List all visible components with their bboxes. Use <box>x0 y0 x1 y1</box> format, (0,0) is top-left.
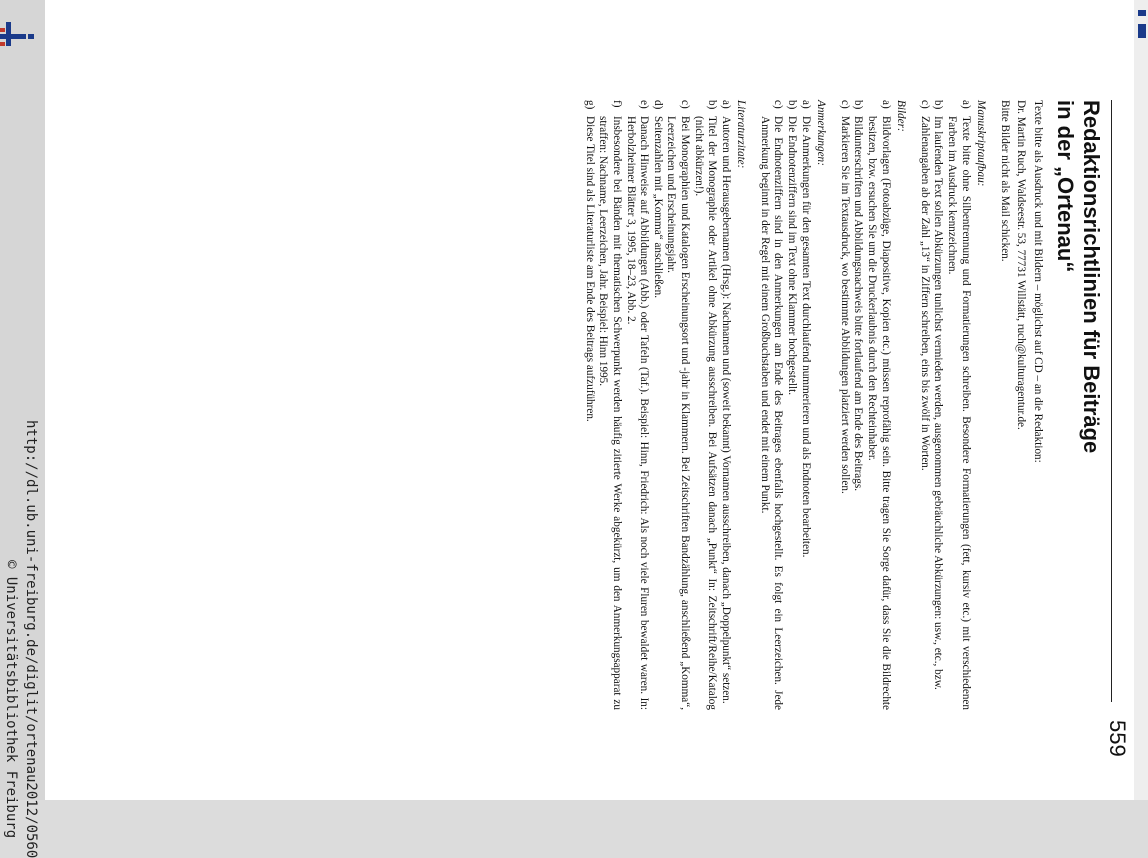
list-marker: c) <box>918 100 931 109</box>
list-marker: a) <box>719 100 732 109</box>
list-item-text: Danach Hinweise auf Abbildungen (Abb.) oder Tafeln (Taf.). Beispiel: Hinn, Friedrich: Als noch viele Fluren bewaldet waren. In: Herbolzheimer Blätter 3, 1995, 18–23, Abb. 2. <box>624 116 651 710</box>
list-item <box>596 100 623 710</box>
article-body <box>582 100 1044 710</box>
list-marker: b) <box>706 100 719 110</box>
list-item-text: Zahlenangaben ab der Zahl „13“ in Ziffern schreiben, eins bis zwölf in Worten. <box>918 116 931 471</box>
list-marker: b) <box>852 100 865 110</box>
page-number: 559 <box>1105 720 1130 757</box>
list-item-text: Texte bitte ohne Silbentrennung und Formatierungen schreiben. Besondere Formatierungen (fett, kursiv etc.) mit verschiedenen Farben im Ausdruck kennzeichnen. <box>946 116 972 710</box>
section-list <box>917 100 971 710</box>
section-list <box>837 100 891 710</box>
list-item <box>650 100 664 710</box>
list-item-text: Markieren Sie im Textausdruck, wo bestimmte Abbildungen platziert werden sollen. <box>838 116 851 494</box>
list-marker: g) <box>583 100 596 110</box>
list-item-text: Die Anmerkungen für den gesamten Text durchlaufend nummerieren und als Endnoten bearbeiten. <box>799 116 812 558</box>
page-title <box>1052 100 1104 700</box>
list-item-text: Im laufenden Text sollen Abkürzungen tunlichst vermieden werden, ausgenommen gebräuchliche Abkürzungen: usw., etc., bzw. <box>932 116 945 690</box>
list-marker: f) <box>610 100 623 108</box>
list-item <box>851 100 865 710</box>
list-item-text: Insbesondere bei Bänden mit thematischen Schwerpunkt werden häufig zitierte Werke abgekürzt, um den Anmerkungsapparat zu straffen: Nachname, Leerzeichen, Jahr. Beispiel: Hinn 1995. <box>597 116 623 710</box>
list-marker: a) <box>799 100 812 109</box>
viewer-sidebar <box>0 0 45 858</box>
list-item <box>757 100 784 710</box>
list-item <box>718 100 732 710</box>
section-heading: Manuskriptaufbau: <box>975 100 988 187</box>
sidebar-rotated-text <box>0 0 45 858</box>
section-heading: Anmerkungen: <box>815 100 828 166</box>
title-line-1: Redaktionsrichtlinien für Beiträge <box>1079 100 1104 454</box>
intro-paragraph: Bitte Bilder nicht als Mail schicken. <box>998 100 1011 262</box>
list-marker: e) <box>638 100 651 109</box>
section-list <box>582 100 732 710</box>
list-item-text: Autoren und Herausgebernamen (Hrsg.): Nachnamen und (soweit bekannt) Vornamen ausschreiben, danach „Doppelpunkt“ setzen. <box>719 116 732 704</box>
list-item-text: Die Endnotenziffern sind im Text ohne Klammer hochgestellt. <box>786 116 799 396</box>
list-item-text: Seitenzahlen mit „Komma“ anschließen. <box>651 116 664 299</box>
intro-paragraph: Texte bitte als Ausdruck und mit Bildern – möglichst auf CD – an die Redaktion: <box>1032 100 1044 463</box>
list-item-text: Die Endnotenziffern sind in den Anmerkungen am Ende des Beitrages ebenfalls hochgestellt. Es folgt ein Leerzeichen. Jede Anmerkung beginnt in der Regel mit einem Großbuchstaben und endet mit einem Punkt. <box>758 116 785 710</box>
list-item <box>944 100 971 710</box>
list-item <box>917 100 931 710</box>
list-item-text: Diese Titel sind als Literaturliste am Ende des Beitrags aufzuführen. <box>583 116 596 422</box>
list-item <box>623 100 650 710</box>
section-heading: Literaturzitate: <box>735 100 748 169</box>
list-marker: c) <box>838 100 851 109</box>
list-marker: d) <box>651 100 664 110</box>
document-page <box>45 0 1148 800</box>
list-item <box>664 100 691 710</box>
list-item <box>691 100 718 710</box>
list-marker: b) <box>932 100 945 110</box>
list-item <box>837 100 851 710</box>
list-marker: a) <box>959 100 972 109</box>
list-marker: c) <box>678 100 691 109</box>
list-item-text: Titel der Monographie oder Artikel ohne Abkürzung ausschreiben. Bei Aufsätzen danach „Punkt“ In: Zeitschrift/Reihe/Katalog (nicht abkürzen!). <box>692 116 719 710</box>
list-item-text: Bildunterschriften und Abbildungsnachweis bitte fortlaufend am Ende des Beitrags. <box>852 116 865 492</box>
list-item <box>931 100 945 710</box>
list-item-text: Bildvorlagen (Fotoabzüge, Diapositive, Kopien etc.) müssen reprofähig sein. Bitte tragen Sie Sorge dafür, dass Sie die Bildrechte besitzen, bzw. ersuchen Sie um die Druckerlaubnis durch den Rechteinhaber. <box>866 116 892 710</box>
list-item <box>864 100 891 710</box>
list-item-text: Bei Monographien und Katalogen Erscheinungsort und -jahr in Klammern. Bei Zeitschriften Bandzählung, anschließend „Komma“, Leerzeichen und Erscheinungsjahr. <box>665 116 691 710</box>
document-url[interactable]: http://dl.ub.uni-freiburg.de/diglit/ortenau2012/0560 <box>23 420 39 858</box>
list-item <box>785 100 799 710</box>
list-marker: b) <box>786 100 799 110</box>
section-heading: Bilder: <box>895 100 908 132</box>
copyright-notice: © Universitätsbibliothek Freiburg <box>3 560 19 839</box>
intro-paragraph: Dr. Martin Ruch, Waldseestr. 53, 77731 Willstätt, ruch@kulturagentur.de. <box>1015 100 1028 430</box>
list-item <box>582 100 596 710</box>
title-line-2: in der „Ortenau“ <box>1053 100 1078 273</box>
header-rule <box>1111 100 1112 702</box>
list-marker: c) <box>772 100 785 109</box>
section-list <box>757 100 811 710</box>
list-item <box>798 100 812 710</box>
list-marker: a) <box>879 100 892 109</box>
rotated-page-content <box>45 0 1148 800</box>
